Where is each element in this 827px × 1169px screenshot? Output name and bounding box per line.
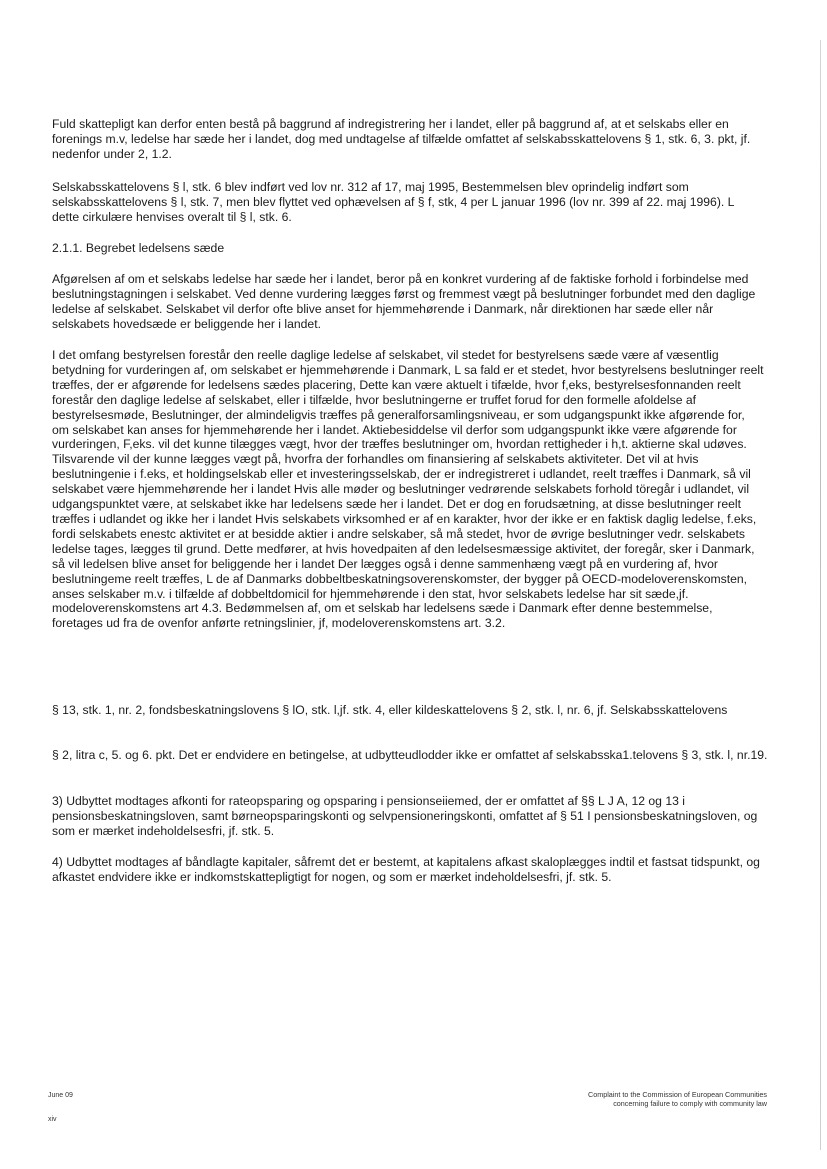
paragraph-fund-tax-ref xyxy=(52,703,762,718)
paragraph-dividend-condition xyxy=(52,748,768,763)
paragraph-management-seat xyxy=(52,272,762,332)
paragraph-law-history xyxy=(52,180,762,225)
footer-disclaimer-line2: concerning failure to comply with community law xyxy=(613,1099,767,1108)
paragraph-text: 4) Udbyttet modtages af båndlagte kapitaler, såfremt det er bestemt, at kapitalens afkast skaloplægges indtil et fastsat tidspunkt, og afkastet endvidere ikke er indkomstskattepligtigt for nogen, og som er mærket indeholdelsesfri, jf. stk. 5. xyxy=(52,855,760,884)
heading-text: 2.1.1. Begrebet ledelsens sæde xyxy=(52,241,225,255)
paragraph-board-assessment xyxy=(52,348,764,631)
footer-disclaimer-line1: Complaint to the Commission of European Communities xyxy=(588,1090,767,1099)
paragraph-tied-capital xyxy=(52,855,772,885)
paragraph-text: 3) Udbyttet modtages afkonti for rateopsparing og opsparing i pensionseiiemed, der er omfattet af §§ L J A, 12 og 13 i pensionsbeskatningsloven, samt børneopsparingskonti og selvpensioneringskonti, omfattet af § 51 I pensionsbeskatningsloven, og som er mærket indeholdelsesfri, jf. stk. 5. xyxy=(52,794,758,838)
paragraph-pension-accounts xyxy=(52,794,768,839)
paragraph-text: § 2, litra c, 5. og 6. pkt. Det er endvidere en betingelse, at udbytteudlodder ikke er omfattet af selskabsska1.telovens § 3, stk. l, nr.19. xyxy=(52,748,768,762)
paragraph-text: Selskabsskattelovens § l, stk. 6 blev indført ved lov nr. 312 af 17, maj 1995, Bestemmelsen blev oprindelig indført som selskabsskattelovens § l, stk. 7, men blev flyttet ved ophævelsen af § f, stk, 4 per L januar 1996 (lov nr. 399 af 22. maj 1996). L dette cirkulære henvises overalt til § l, stk. 6. xyxy=(52,180,734,224)
footer-date: June 09 xyxy=(48,1092,73,1099)
footer-page-number: xiv xyxy=(48,1116,57,1123)
footer-disclaimer xyxy=(507,1090,767,1108)
paragraph-full-tax-liability xyxy=(52,117,762,162)
paragraph-text: Afgørelsen af om et selskabs ledelse har sæde her i landet, beror på en konkret vurdering af de faktiske forhold i forbindelse med beslutningstagningen i selskabet. Ved denne vurdering lægges først og fremmest vægt på beslutninger forbundet med den daglige ledelse af selskabet. Selskabet vil derfor ofte blive anset for hjemmehørende i Danmark, når direktionen har sæde eller når selskabets hovedsæde er beliggende her i landet. xyxy=(52,272,756,331)
page-edge-shadow xyxy=(820,40,821,1150)
paragraph-text: I det omfang bestyrelsen forestår den reelle daglige ledelse af selskabet, vil stedet for bestyrelsens sæde være af væsentlig betydning for vurderingen af, om selskabet er hjemmehørende i Danmark, L sa fald er et stedet, hvor bestyrelsens beslutninger reelt træffes, der er afgørende for ledelsens sædes placering, Dette kan være aktuelt i tifælde, hvor f,eks, bestyrelsesfonnanden reelt forestår den daglige ledelse af selskabet, eller i tilfælde, hvor beslutningerne er truffet forud for den formelle afoldelse af bestyrelsesmøde, Beslutninger, der almindeligvis træffes på generalforsamlingsniveau, er som udgangspunkt ikke afgørende for, om selskabet kan anses for hjemmehørende her i landet. Aktiebesiddelse vil derfor som udgangspunkt ikke være afgørende for vurderingen, F,eks. vil det kunne tilægges vægt, hvor der træffes beslutninger om, hvordan rettigheder i h,t. aktierne skal udøves. Tilsvarende vil der kunne lægges vægt på, hvorfra der forhandles om finansiering af selskabets aktiviteter. Det vil at hvis beslutningenie i f.eks, et holdingselskab eller et investeringsselskab, der er indregistreret i udlandet, reelt træffes i Danmark, så vil selskabet være hjemmehørende her i landet Hvis alle møder og beslutninger vedrørende selskabets forhold töregår i udlandet, vil udgangspunktet være, at selskabet ikke har ledelsens sæde her i landet. Det er dog en forudsætning, at disse beslutninger reelt træffes i udlandet og ikke her i landet Hvis selskabets virksomhed er af en karakter, hvor der ikke er en faktisk daglig ledelse, f.eks, fordi selskabets enestc aktivitet er at besidde aktier i andre selskaber, så må stedet, hvor de øvrige beslutninger vedr. selskabets ledelse tages, lægges til grund. Dette medfører, at hvis hovedpaiten af den ledelsesmæssige aktivitet, der foregår, sker i Danmark, så vil ledelsen blive anset for beliggende her i landet Der lægges også i denne sammenhæng vægt på en vurdering af, hvor beslutningeme reelt træffes, L de af Danmarks dobbeltbeskatningsoverenskomster, der bygger på OECD-modeloverenskomsten, anses selskaber m.v. i tilfælde af dobbeltdomicil for hjemmehørende i den stat, hvor selskabets ledelse har sit sæde,jf. modeloverenskomstens art 4.3. Bedømmelsen af, om et selskab har ledelsens sæde i Danmark efter denne bestemmelse, foretages ud fra de ovenfor anførte retningslinier, jf, modeloverenskomstens art. 3.2. xyxy=(52,348,764,631)
paragraph-text: § 13, stk. 1, nr. 2, fondsbeskatningslovens § lO, stk. l,jf. stk. 4, eller kildeskattelovens § 2, stk. l, nr. 6, jf. Selskabsskattelovens xyxy=(52,703,728,717)
paragraph-text: Fuld skattepligt kan derfor enten bestå på baggrund af indregistrering her i landet, eller på baggrund af, at et selskabs eller en forenings m.v, ledelse har sæde her i landet, dog med undtagelse af tilfælde omfattet af selskabsskattelovens § 1, stk. 6, 3. pkt, jf. nedenfor under 2, 1.2. xyxy=(52,117,751,161)
section-heading xyxy=(52,241,762,256)
